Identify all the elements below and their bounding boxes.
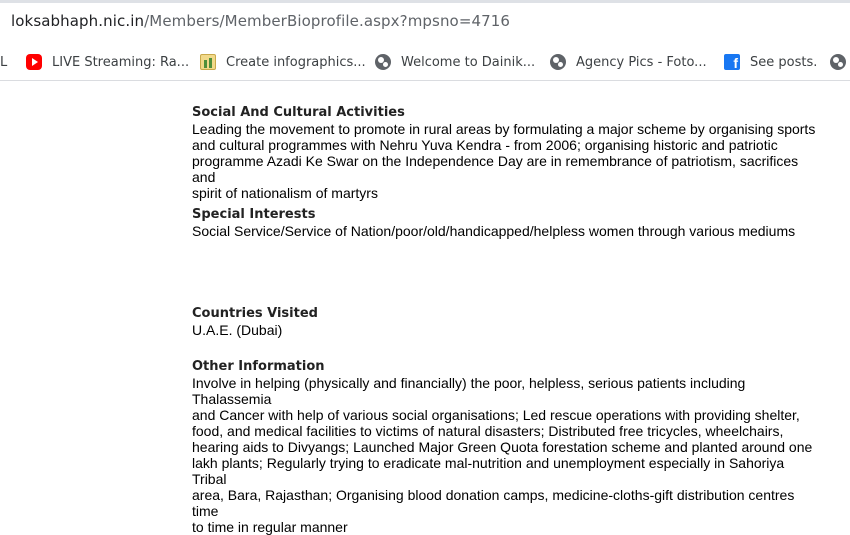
bookmark-see-posts[interactable]: [724, 51, 817, 73]
bookmark-label: L: [0, 54, 8, 70]
section-text: Social Service/Service of Nation/poor/old/handicapped/helpless women through various mediums: [192, 223, 796, 239]
bookmark-label: See posts.: [750, 54, 818, 70]
infographic-icon: [200, 54, 216, 70]
bookmark-partial[interactable]: [0, 51, 7, 73]
section-countries-visited: [192, 305, 817, 338]
address-bar[interactable]: [0, 0, 850, 44]
globe-icon: [550, 54, 566, 70]
youtube-icon: [26, 54, 42, 70]
section-text: Involve in helping (physically and financially) the poor, helpless, serious patients including Thalassemia and Cancer with help of various social organisations; Led rescue operations with providing shelter, food, and medical facilities to victims of natural disasters; Distributed free tricycles, wheelchairs, hearing aids to Divyangs; Launched Major Green Quota forestation scheme and planted around one lakh plants; Regularly trying to eradicate mal-nutrition and unemployment especially in Sahoriya Tribal area, Bara, Rajasthan; Organising blood donation camps, medicine-cloths-gift distribution centres time to time in regular manner: [192, 375, 813, 535]
globe-icon: [830, 54, 846, 70]
url-text[interactable]: [11, 12, 510, 30]
bookmark-agency-pics[interactable]: [550, 51, 707, 73]
globe-icon: [375, 54, 391, 70]
section-text: Leading the movement to promote in rural areas by formulating a major scheme by organising sports and cultural programmes with Nehru Yuva Kendra - from 2006; organising historic and patriotic programme Azadi Ke Swar on the Independence Day are in remembrance of patriotism, sacrifices and spirit of nationalism of martyrs: [192, 121, 816, 201]
section-special-interests: [192, 206, 817, 239]
bookmark-create-infographics[interactable]: [200, 51, 366, 73]
bookmark-label: Agency Pics - Foto...: [576, 54, 707, 70]
section-heading: Other Information: [192, 359, 325, 374]
section-heading: Countries Visited: [192, 306, 318, 321]
section-social-cultural: [192, 104, 817, 201]
section-other-information: [192, 358, 817, 535]
bookmark-welcome-dainik[interactable]: [375, 51, 535, 73]
facebook-icon: f: [724, 54, 740, 70]
bookmark-label: LIVE Streaming: Ra...: [52, 54, 190, 70]
bookmark-label: Welcome to Dainik...: [401, 54, 536, 70]
bookmark-live-streaming[interactable]: [26, 51, 189, 73]
section-heading: Special Interests: [192, 207, 316, 222]
section-text: U.A.E. (Dubai): [192, 322, 283, 338]
section-heading: Social And Cultural Activities: [192, 105, 405, 120]
url-host: loksabhaph.nic.in: [11, 12, 145, 30]
url-path: /Members/MemberBioprofile.aspx?mpsno=4716: [144, 12, 511, 30]
bookmark-overflow[interactable]: [830, 51, 850, 73]
bookmarks-bar: [0, 44, 850, 81]
tab-strip-edge: [0, 0, 850, 3]
bookmark-label: Create infographics...: [226, 54, 366, 70]
